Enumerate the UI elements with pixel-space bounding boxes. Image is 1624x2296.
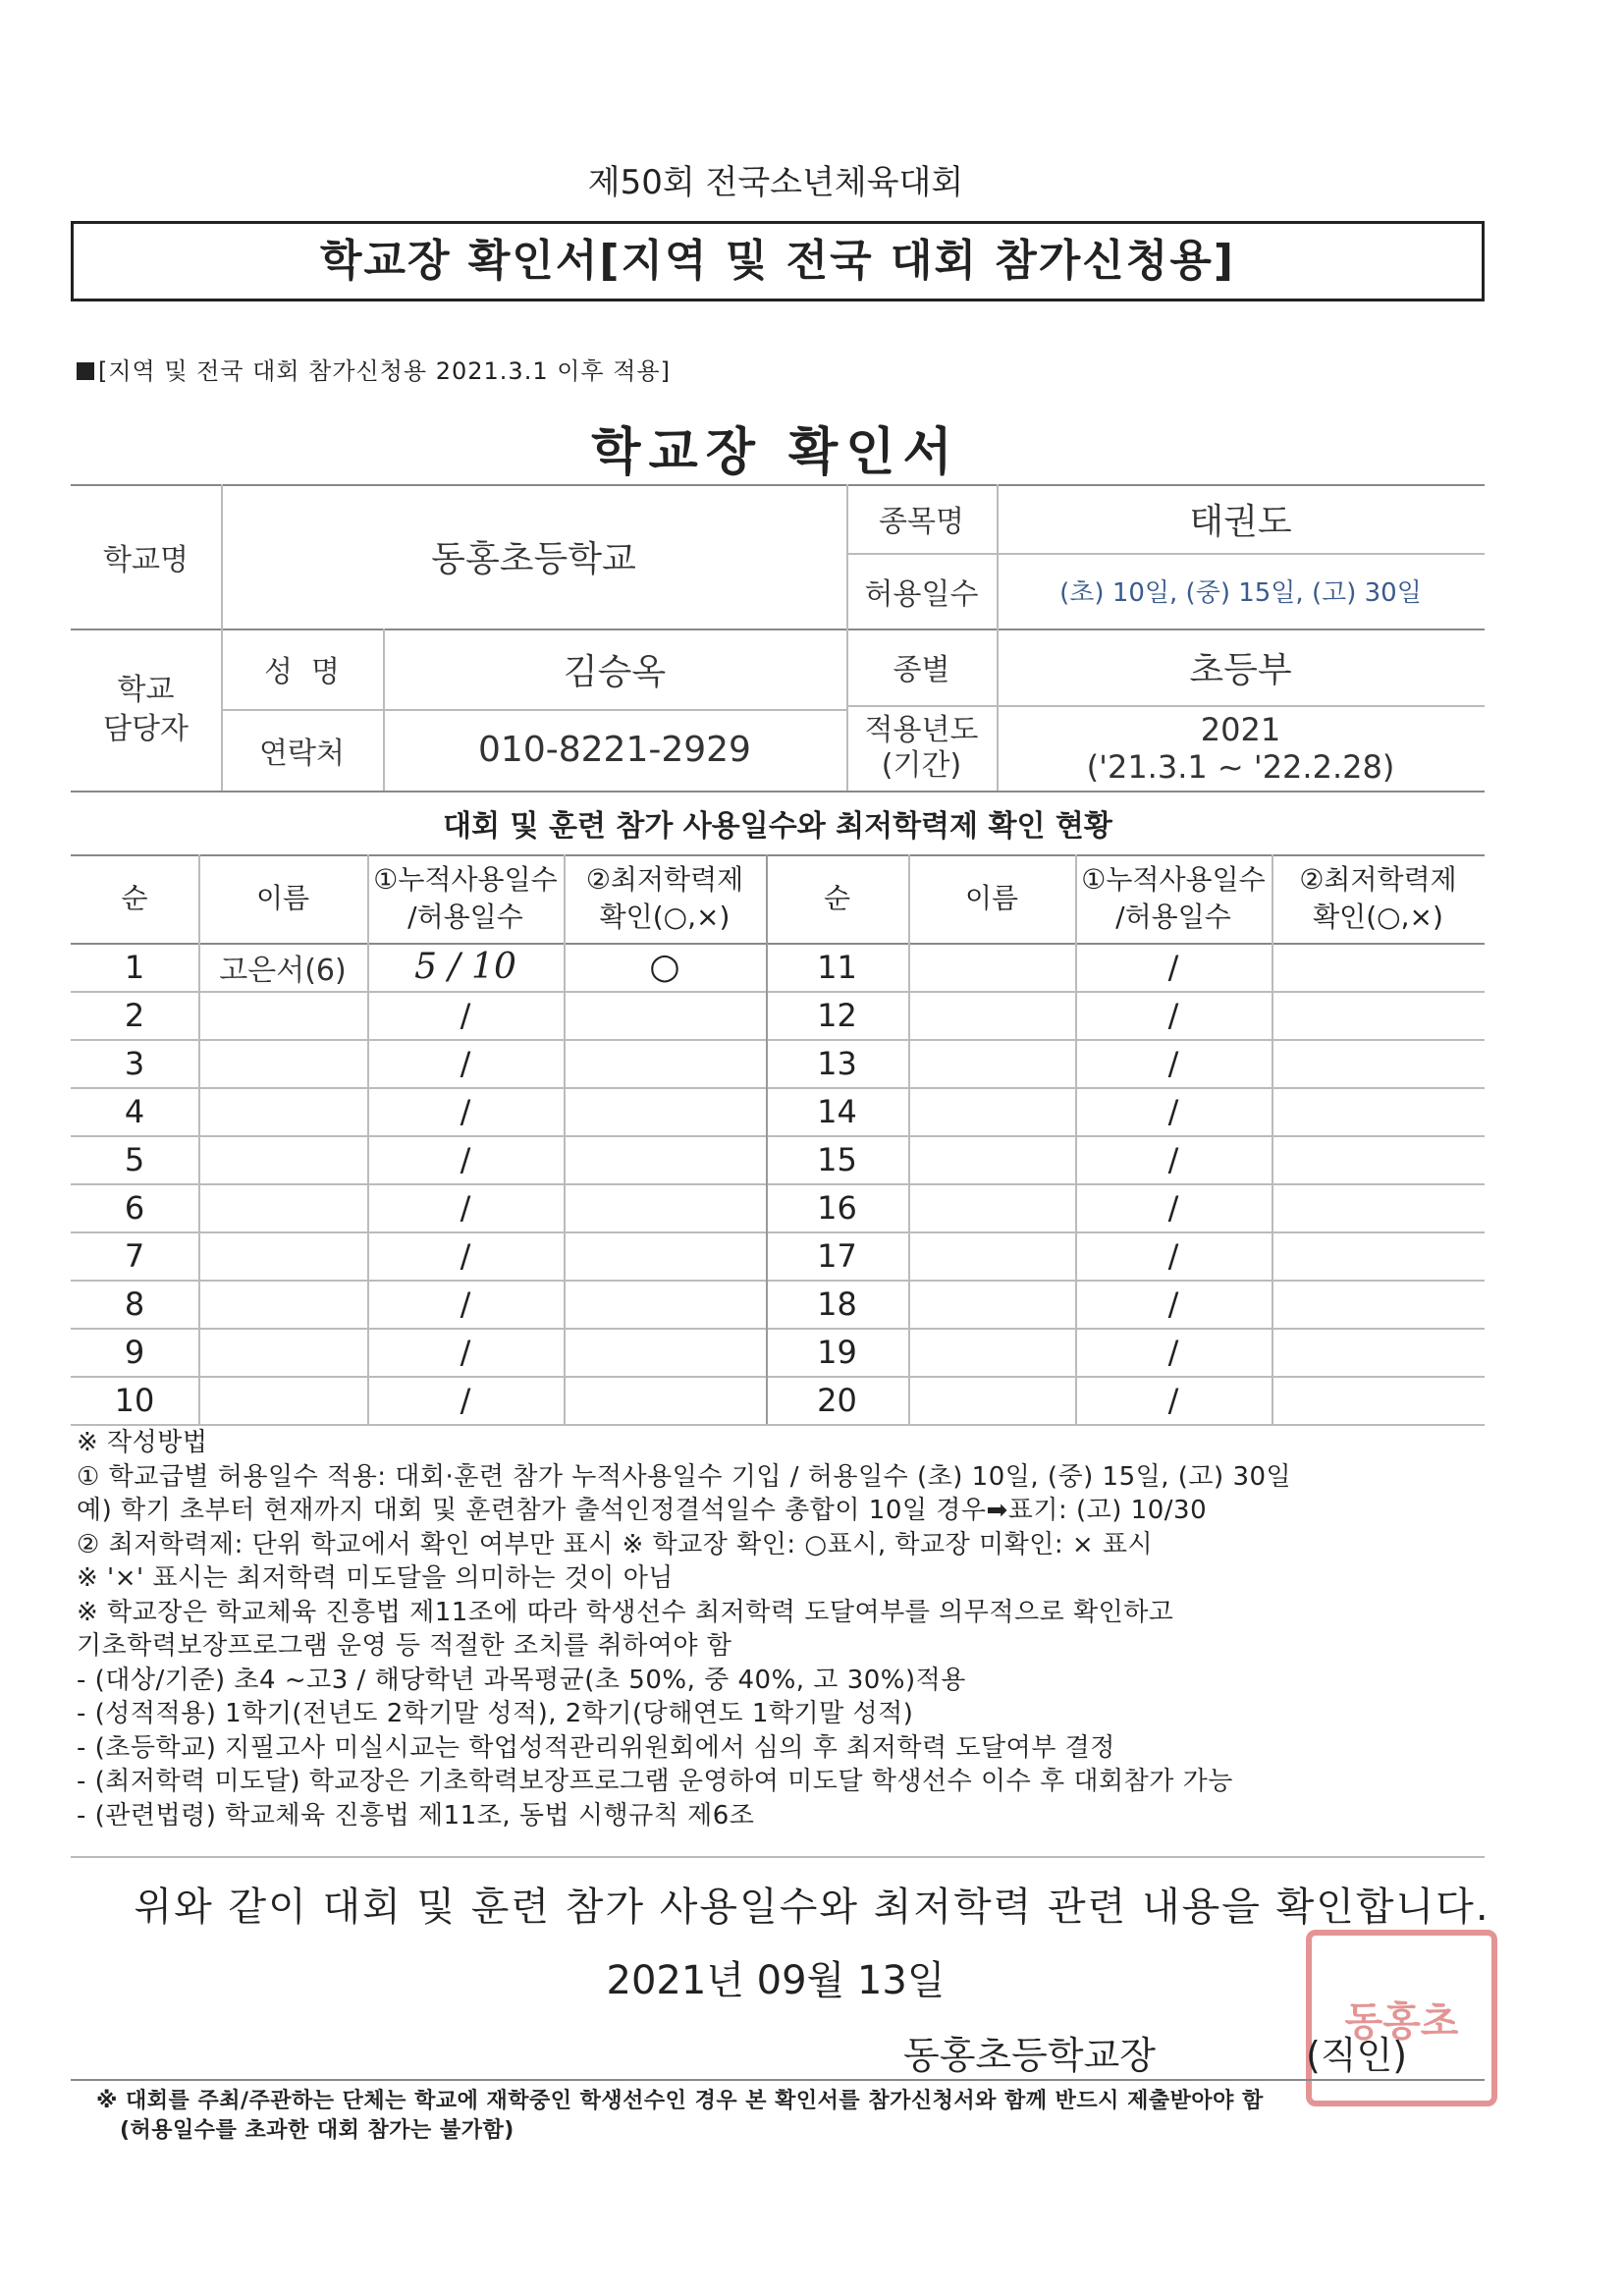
table-cell-check — [1272, 991, 1485, 1039]
year-value: 2021 ('21.3.1 ~ '22.2.28) — [1086, 710, 1395, 786]
notice-line — [77, 352, 671, 386]
table-header-seq: 순 — [823, 882, 851, 914]
school-label: 학교명 — [103, 542, 189, 577]
table-cell-days: / — [1167, 996, 1179, 1034]
table-cell-seq: 18 — [817, 1285, 857, 1323]
table-header-check: ②최저학력제 확인(○,×) — [585, 863, 744, 933]
table-cell-seq: 7 — [124, 1236, 145, 1275]
document-title: 학교장 확인서 — [591, 423, 960, 482]
instruction-line: - (초등학교) 지필고사 미실시교는 학업성적관리위원회에서 심의 후 최저학력 도달여부 결정 — [77, 1732, 1115, 1763]
table-cell-name — [908, 943, 1075, 991]
instruction-line: - (최저학력 미도달) 학교장은 기초학력보장프로그램 운영하여 미도달 학생선수 이수 후 대회참가 가능 — [77, 1767, 1233, 1796]
table-cell-name — [198, 1039, 367, 1087]
footnote-line: ※ 대회를 주최/주관하는 단체는 학교에 재학중인 학생선수인 경우 본 확인서를 참가신청서와 함께 반드시 제출받아야 함 — [96, 2089, 1264, 2113]
table-cell-check — [564, 1376, 766, 1424]
table-cell-seq: 10 — [114, 1381, 155, 1419]
contact-label: 연락처 — [259, 736, 345, 771]
footnote-line: (허용일수를 초과한 대회 참가는 불가함) — [120, 2118, 514, 2143]
confirmation-statement: 위와 같이 대회 및 훈련 참가 사용일수와 최저학력 관련 내용을 확인합니다. — [134, 1885, 1490, 1930]
sport-value: 태권도 — [1189, 501, 1292, 542]
table-cell-days: / — [460, 1044, 471, 1082]
table-cell-check — [564, 1231, 766, 1280]
instruction-line: ※ 학교장은 학교체육 진흥법 제11조에 따라 학생선수 최저학력 도달여부를 의무적으로 확인하고 — [77, 1597, 1174, 1627]
table-cell-seq: 4 — [124, 1092, 145, 1130]
manager-label: 학교 담당자 — [103, 672, 189, 746]
table-cell-check — [1272, 1183, 1485, 1231]
school-value: 동홍초등학교 — [431, 539, 636, 579]
table-cell-days: / — [460, 1381, 471, 1419]
square-bullet-icon — [77, 362, 94, 380]
instructions-heading: ※ 작성방법 — [77, 1428, 208, 1457]
table-cell-seq: 11 — [817, 948, 857, 986]
table-cell-check — [1272, 943, 1485, 991]
table-cell-days: / — [1167, 1381, 1179, 1419]
instruction-line: - (관련법령) 학교체육 진흥법 제11조, 동법 시행규칙 제6조 — [77, 1800, 755, 1831]
table-cell-days: / — [460, 1188, 471, 1227]
table-cell-seq: 1 — [124, 948, 145, 986]
table-cell-name — [198, 1328, 367, 1376]
table-header-days: ①누적사용일수 /허용일수 — [1081, 863, 1266, 933]
table-cell-name — [908, 1039, 1075, 1087]
table-cell-days: / — [460, 1140, 471, 1178]
table-cell-seq: 13 — [817, 1044, 857, 1082]
table-cell-seq: 6 — [124, 1188, 145, 1227]
name-label: 성 명 — [263, 655, 341, 689]
instruction-line: ② 최저학력제: 단위 학교에서 확인 여부만 표시 ※ 학교장 확인: ○표시, 학교장 미확인: × 표시 — [77, 1529, 1154, 1559]
table-cell-seq: 19 — [817, 1333, 857, 1371]
stamp-text: 동홍초 — [1344, 1998, 1459, 2045]
instruction-line: ※ '×' 표시는 최저학력 미도달을 의미하는 것이 아님 — [77, 1563, 674, 1593]
category-value: 초등부 — [1189, 649, 1292, 690]
seal-mark: (직인) — [1306, 2034, 1408, 2077]
table-cell-days: / — [460, 1333, 471, 1371]
table-cell-check — [564, 1280, 766, 1328]
table-cell-name — [198, 1135, 367, 1183]
table-cell-name — [908, 1231, 1075, 1280]
table-cell-check — [564, 1087, 766, 1135]
form-title-box: 학교장 확인서[지역 및 전국 대회 참가신청용] — [71, 221, 1485, 301]
table-cell-check — [564, 1328, 766, 1376]
instruction-line: 기초학력보장프로그램 운영 등 적절한 조치를 취하여야 함 — [77, 1631, 732, 1661]
table-cell-name — [908, 1376, 1075, 1424]
table-cell-name — [198, 991, 367, 1039]
table-cell-days: / — [1167, 1188, 1179, 1227]
table-cell-name — [908, 1087, 1075, 1135]
table-cell-check — [564, 1135, 766, 1183]
instruction-line: - (성적적용) 1학기(전년도 2학기말 성적), 2학기(당해연도 1학기말 성적) — [77, 1699, 914, 1728]
year-label: 적용년도 (기간) — [864, 712, 979, 783]
table-cell-check — [1272, 1135, 1485, 1183]
instruction-line: ① 학교급별 허용일수 적용: 대회·훈련 참가 누적사용일수 기입 / 허용일수 (초) 10일, (중) 15일, (고) 30일 — [77, 1461, 1292, 1492]
table-cell-check — [564, 1039, 766, 1087]
allowed-label: 허용일수 — [864, 576, 979, 612]
table-cell-days: / — [460, 996, 471, 1034]
table-cell-days: / — [1167, 1333, 1179, 1371]
table-cell-seq: 12 — [817, 996, 857, 1034]
table-cell-seq: 14 — [817, 1092, 857, 1130]
issue-date: 2021년 09월 13일 — [606, 1958, 946, 2003]
table-cell-seq: 3 — [124, 1044, 145, 1082]
table-cell-days: / — [460, 1285, 471, 1323]
table-cell-days: / — [1167, 1285, 1179, 1323]
table-header-name: 이름 — [964, 882, 1019, 914]
table-cell-days: / — [1167, 1092, 1179, 1130]
table-cell-name — [908, 1328, 1075, 1376]
allowed-value: (초) 10일, (중) 15일, (고) 30일 — [1059, 578, 1422, 608]
table-cell-name — [198, 1280, 367, 1328]
table-cell-name — [198, 1087, 367, 1135]
event-title: 제50회 전국소년체육대회 — [587, 163, 964, 202]
name-value: 김승옥 — [563, 651, 667, 692]
table-cell-check — [1272, 1376, 1485, 1424]
table-cell-days: / — [1167, 1140, 1179, 1178]
table-cell-name — [908, 1280, 1075, 1328]
table-cell-days: / — [460, 1236, 471, 1275]
table-cell-check — [1272, 1087, 1485, 1135]
table-cell-check — [1272, 1231, 1485, 1280]
table-header-seq: 순 — [121, 882, 148, 914]
table-cell-check — [1272, 1039, 1485, 1087]
contact-value: 010-8221-2929 — [478, 730, 751, 770]
table-cell-name — [908, 1135, 1075, 1183]
table-cell-check — [564, 991, 766, 1039]
instructions-block — [77, 1426, 1510, 1832]
table-cell-seq: 15 — [817, 1140, 857, 1178]
notice-text: [지역 및 전국 대회 참가신청용 2021.3.1 이후 적용] — [98, 357, 671, 385]
table-section-title: 대회 및 훈련 참가 사용일수와 최저학력제 확인 현황 — [443, 808, 1112, 844]
table-cell-days: / — [460, 1092, 471, 1130]
table-cell-days: / — [1167, 948, 1179, 986]
table-header-check: ②최저학력제 확인(○,×) — [1299, 863, 1457, 933]
principal-title: 동홍초등학교장 — [903, 2034, 1156, 2077]
sport-label: 종목명 — [879, 505, 964, 539]
table-cell-name — [198, 1183, 367, 1231]
table-cell-name — [198, 1231, 367, 1280]
table-header-name: 이름 — [255, 882, 310, 914]
footnote — [96, 2087, 1264, 2146]
table-cell-check — [1272, 1280, 1485, 1328]
table-cell-check: ○ — [649, 947, 680, 987]
table-cell-seq: 20 — [817, 1381, 857, 1419]
table-cell-days: 5 / 10 — [414, 947, 516, 987]
table-cell-seq: 9 — [124, 1333, 145, 1371]
table-cell-days: / — [1167, 1236, 1179, 1275]
table-header-days: ①누적사용일수 /허용일수 — [373, 863, 558, 933]
instruction-line: - (대상/기준) 초4 ~고3 / 해당학년 과목평균(초 50%, 중 40%, 고 30%)적용 — [77, 1665, 966, 1695]
table-cell-name — [908, 991, 1075, 1039]
table-cell-seq: 16 — [817, 1188, 857, 1227]
table-cell-name — [908, 1183, 1075, 1231]
instruction-line: 예) 학기 초부터 현재까지 대회 및 훈련참가 출석인정결석일수 총합이 10일 경우➡표기: (고) 10/30 — [77, 1496, 1208, 1525]
table-cell-check — [1272, 1328, 1485, 1376]
table-cell-name: 고은서(6) — [219, 953, 347, 988]
table-cell-seq: 2 — [124, 996, 145, 1034]
table-cell-check — [564, 1183, 766, 1231]
table-cell-seq: 17 — [817, 1236, 857, 1275]
table-cell-seq: 5 — [124, 1140, 145, 1178]
category-label: 종별 — [893, 653, 950, 687]
table-cell-seq: 8 — [124, 1285, 145, 1323]
table-cell-days: / — [1167, 1044, 1179, 1082]
table-cell-name — [198, 1376, 367, 1424]
